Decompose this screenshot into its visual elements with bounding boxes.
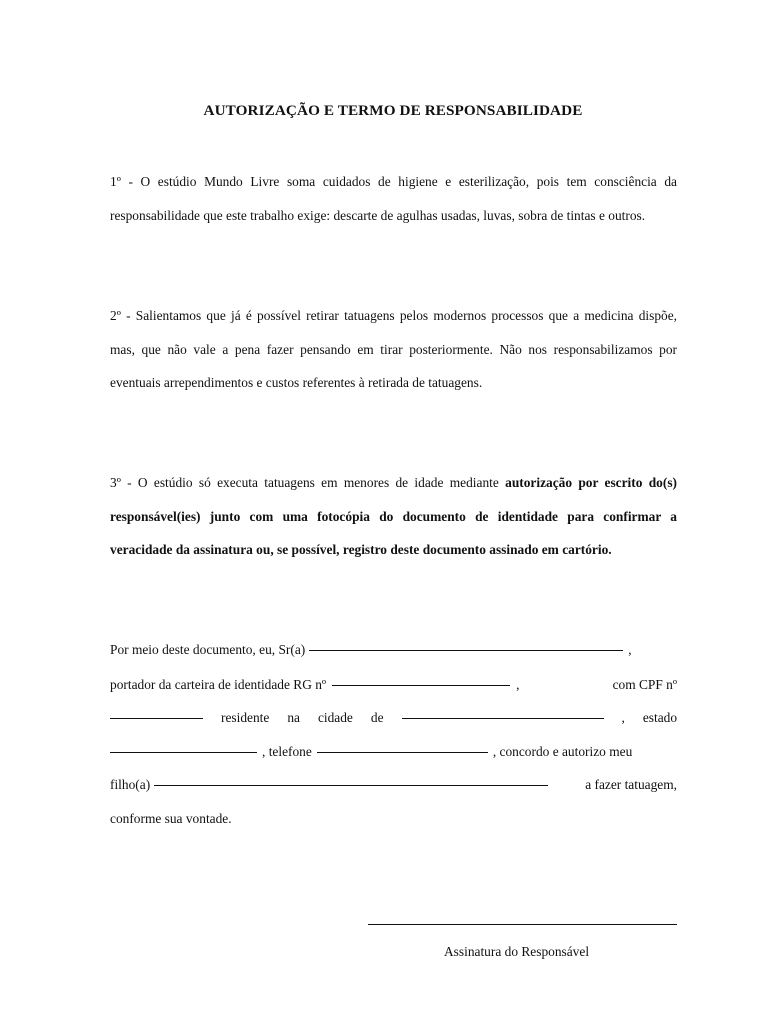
form-line-1-suffix: , (628, 642, 632, 657)
clause-3 (110, 466, 677, 567)
form-line-3-word-2: na (287, 710, 300, 725)
child-name-field[interactable] (154, 784, 548, 786)
document-title: AUTORIZAÇÃO E TERMO DE RESPONSABILIDADE (203, 102, 583, 119)
form-line-6 (110, 802, 677, 836)
form-line-5-suffix: a fazer tatuagem, (585, 777, 677, 792)
signature-line[interactable] (368, 924, 677, 925)
responsible-name-field[interactable] (309, 649, 623, 651)
clause-3-bold: autorização por escrito do(s) responsável(ies) junto com uma fotocópia do documento de identidade para confirmar a veracidade da assinatura ou, se possível, registro deste documento assinado em cartório. (110, 475, 678, 557)
form-line-4-suffix: , concordo e autorizo meu (492, 744, 633, 759)
form-line-3-word-3: cidade (317, 710, 353, 725)
signature-label: Assinatura do Responsável (444, 944, 590, 959)
form-line-2 (110, 668, 677, 702)
clause-1: 1º - O estúdio Mundo Livre soma cuidados de higiene e esterilização, pois tem consciência da responsabilidade que este trabalho exige: descarte de agulhas usadas, luvas, sobra de tintas e outros. (110, 174, 677, 223)
city-field[interactable] (402, 717, 604, 719)
form-line-1-prefix: Por meio deste documento, eu, Sr(a) (110, 642, 306, 657)
form-line-2-suffix: com CPF nº (612, 677, 677, 692)
form-line-4 (110, 735, 677, 769)
phone-field[interactable] (317, 751, 488, 753)
form-line-5 (110, 768, 677, 802)
form-line-4-phone-label: , telefone (262, 744, 312, 759)
form-line-3-comma: , (621, 710, 625, 725)
form-line-3 (110, 701, 677, 735)
clause-3-intro: 3º - O estúdio só executa tatuagens em menores de idade mediante (110, 475, 506, 490)
cpf-number-field[interactable] (110, 717, 203, 719)
form-line-3-suffix: estado (642, 710, 678, 725)
form-line-3-word-4: de (370, 710, 384, 725)
form-line-2-mid: , (516, 677, 520, 692)
rg-number-field[interactable] (332, 684, 510, 686)
state-field[interactable] (110, 751, 257, 753)
clause-2: 2º - Salientamos que já é possível retirar tatuagens pelos modernos processos que a medicina dispõe, mas, que não vale a pena fazer pensando em tirar posteriormente. Não nos responsabilizamos por eventuais arrependimentos e custos referentes à retirada de tatuagens. (110, 308, 677, 390)
form-line-2-prefix: portador da carteira de identidade RG nº (110, 677, 327, 692)
form-line-3-word-1: residente (220, 710, 270, 725)
form-line-6-text: conforme sua vontade. (110, 811, 232, 826)
form-line-5-prefix: filho(a) (110, 777, 151, 792)
form-line-1 (110, 633, 677, 667)
